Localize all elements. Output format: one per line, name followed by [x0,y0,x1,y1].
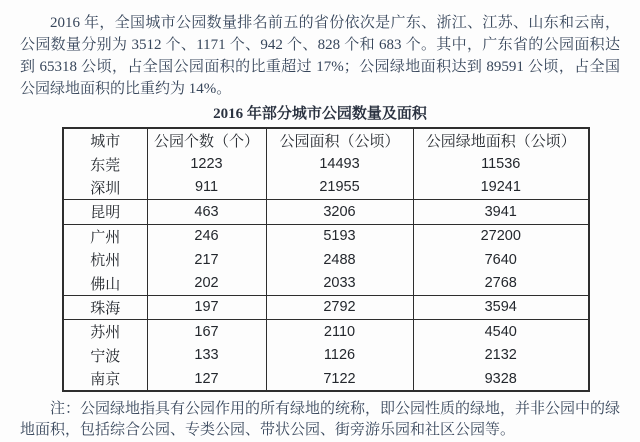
cell-city: 宁波 [63,344,147,367]
table-row [63,224,589,248]
cell-park-area: 7122 [266,367,413,391]
cell-park-count: 167 [147,320,266,344]
table-header-row [63,128,589,152]
cell-green-area: 9328 [413,367,589,391]
cell-green-area: 3941 [413,200,589,224]
cell-green-area: 11536 [413,152,589,175]
cell-park-area: 14493 [266,152,413,175]
cell-city: 深圳 [63,176,147,200]
table-title: 2016 年部分城市公园数量及面积 [213,106,427,122]
table-row [63,200,589,224]
footnote: 注：公园绿地指具有公园作用的所有绿地的统称，即公园性质的绿地，并非公园中的绿地面积，包括综合公园、专类公园、带状公园、街旁游乐园和社区公园等。 [20,401,621,439]
cell-park-area: 2110 [266,320,413,344]
cell-park-count: 202 [147,271,266,295]
cell-park-count: 217 [147,248,266,271]
cell-park-area: 21955 [266,176,413,200]
cell-city: 杭州 [63,248,147,271]
cell-green-area: 2768 [413,271,589,295]
table-row [63,320,589,344]
cell-city: 佛山 [63,271,147,295]
col-header-park-count: 公园个数（个） [147,128,266,152]
table-row [63,248,589,271]
cell-city: 东莞 [63,152,147,175]
table-row [63,367,589,391]
cell-park-count: 911 [147,176,266,200]
cell-park-area: 3206 [266,200,413,224]
table-row [63,344,589,367]
cell-city: 昆明 [63,200,147,224]
cell-park-area: 2033 [266,271,413,295]
col-header-park-area: 公园面积（公顷） [266,128,413,152]
cell-green-area: 19241 [413,176,589,200]
cell-city: 苏州 [63,320,147,344]
cell-city: 珠海 [63,295,147,319]
park-data-table [62,127,590,392]
cell-city: 广州 [63,224,147,248]
cell-park-count: 127 [147,367,266,391]
cell-park-count: 197 [147,295,266,319]
cell-park-count: 1223 [147,152,266,175]
intro-paragraph: 2016 年，全国城市公园数量排名前五的省份依次是广东、浙江、江苏、山东和云南，公园数量分别为 3512 个、1171 个、942 个、828 个和 683 个。其中，广东省的公园面积达到 65318 公顷，占全国公园面积的比重超过 17%；公园绿地面积达到 89591 公顷，占全国公园绿地面积的比重约为 14%。 [20,15,620,97]
cell-green-area: 4540 [413,320,589,344]
table-row [63,176,589,200]
cell-green-area: 27200 [413,224,589,248]
cell-city: 南京 [63,367,147,391]
cell-park-count: 246 [147,224,266,248]
cell-green-area: 2132 [413,344,589,367]
cell-park-area: 2488 [266,248,413,271]
cell-park-area: 1126 [266,344,413,367]
table-row [63,295,589,319]
col-header-city: 城市 [63,128,147,152]
table-row [63,152,589,175]
cell-green-area: 7640 [413,248,589,271]
cell-park-area: 2792 [266,295,413,319]
cell-green-area: 3594 [413,295,589,319]
cell-park-count: 133 [147,344,266,367]
col-header-green-area: 公园绿地面积（公顷） [413,128,589,152]
cell-park-area: 5193 [266,224,413,248]
table-row [63,271,589,295]
cell-park-count: 463 [147,200,266,224]
